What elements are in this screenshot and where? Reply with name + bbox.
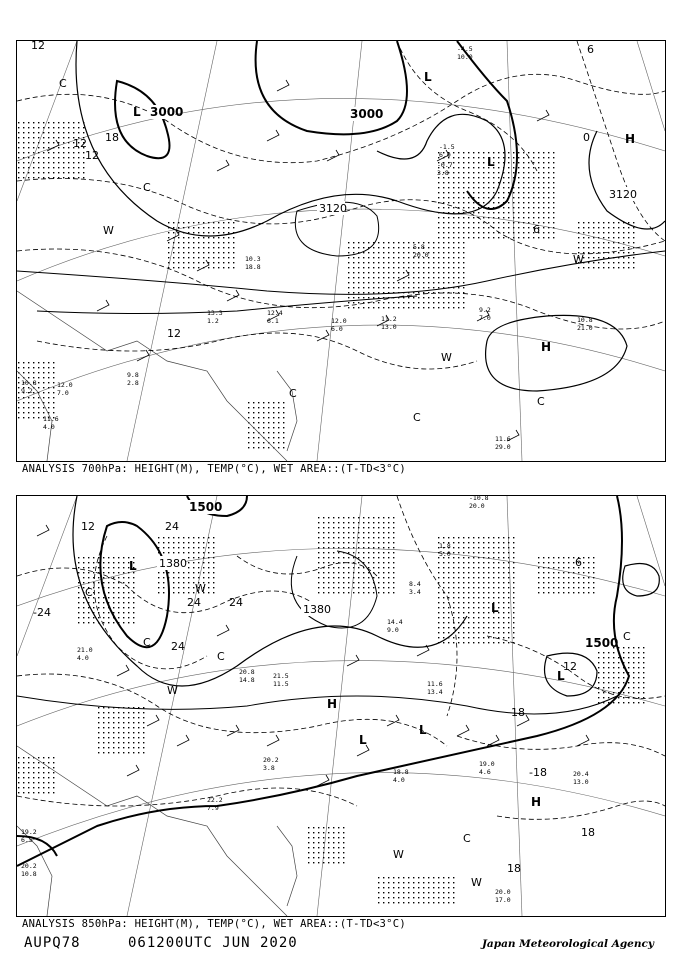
- svg-text:9.0: 9.0: [387, 626, 399, 634]
- svg-text:22.2: 22.2: [207, 796, 223, 804]
- svg-text:11.6: 11.6: [495, 435, 511, 443]
- temp-label: 6: [587, 43, 594, 56]
- high-marker: H: [531, 795, 542, 809]
- svg-text:1.8: 1.8: [439, 542, 451, 550]
- height-label: 3000: [350, 107, 384, 121]
- svg-text:6.5: 6.5: [21, 836, 33, 844]
- svg-text:11.6: 11.6: [427, 680, 443, 688]
- svg-text:4.0: 4.0: [77, 654, 89, 662]
- svg-text:11.6: 11.6: [43, 415, 59, 423]
- svg-text:11.5: 11.5: [273, 680, 289, 688]
- svg-text:2.8: 2.8: [127, 379, 139, 387]
- cold-marker: C: [623, 630, 631, 643]
- chart-850hpa: [16, 495, 666, 917]
- chart-caption: ANALYSIS 850hPa: HEIGHT(M), TEMP(°C), WET AREA::(T-TD<3°C): [22, 918, 407, 930]
- svg-text:6.0: 6.0: [439, 151, 451, 159]
- station-plot: [331, 317, 347, 333]
- station-plot: [267, 309, 283, 325]
- svg-text:12.0: 12.0: [57, 381, 73, 389]
- station-plot: [43, 415, 59, 431]
- map-700hpa: [17, 41, 665, 461]
- svg-text:20.0: 20.0: [469, 502, 485, 510]
- svg-text:20.2: 20.2: [263, 756, 279, 764]
- temp-label: 18: [581, 826, 595, 839]
- valid-time: 061200UTC JUN 2020: [128, 935, 298, 951]
- temp-label: 12: [85, 149, 99, 162]
- svg-text:12.4: 12.4: [267, 309, 283, 317]
- station-plot: [469, 496, 489, 510]
- svg-text:5.0: 5.0: [439, 550, 451, 558]
- warm-marker: W: [573, 253, 584, 266]
- svg-text:5.8: 5.8: [413, 243, 425, 251]
- svg-text:7.9: 7.9: [207, 804, 219, 812]
- low-marker: L: [557, 669, 565, 683]
- height-label: 1500: [189, 500, 223, 514]
- cold-marker: C: [289, 387, 297, 400]
- svg-text:20.0: 20.0: [495, 888, 511, 896]
- svg-text:10.0: 10.0: [457, 53, 473, 61]
- high-marker: H: [625, 132, 636, 146]
- station-plot: [207, 796, 223, 812]
- chart-700hpa: [16, 40, 666, 462]
- svg-text:-0.7: -0.7: [437, 161, 453, 169]
- svg-text:13.0: 13.0: [573, 778, 589, 786]
- wet-areas: [17, 516, 647, 906]
- low-marker: L: [487, 155, 495, 169]
- station-plot: [495, 888, 511, 904]
- temp-label: 24: [229, 596, 243, 609]
- station-plot: [479, 306, 491, 322]
- svg-text:18.8: 18.8: [245, 263, 261, 271]
- svg-text:13.0: 13.0: [381, 323, 397, 331]
- svg-text:9.2: 9.2: [21, 387, 33, 395]
- station-plot: [409, 580, 421, 596]
- cold-marker: C: [463, 832, 471, 845]
- warm-marker: W: [103, 224, 114, 237]
- svg-text:6.1: 6.1: [267, 317, 279, 325]
- temp-label: -24: [33, 606, 51, 619]
- low-marker: L: [359, 733, 367, 747]
- temp-label: 18: [511, 706, 525, 719]
- station-plot: [427, 680, 443, 696]
- product-code: AUPQ78: [24, 935, 81, 951]
- svg-text:29.0: 29.0: [495, 443, 511, 451]
- station-plot: [479, 760, 495, 776]
- temp-label: 18: [105, 131, 119, 144]
- chart-caption: ANALYSIS 700hPa: HEIGHT(M), TEMP(°C), WET AREA::(T-TD<3°C): [22, 463, 407, 475]
- svg-text:12.0: 12.0: [331, 317, 347, 325]
- warm-marker: W: [441, 351, 452, 364]
- cold-marker: C: [85, 586, 93, 599]
- height-label: 3120: [609, 188, 637, 201]
- height-label: 1380: [303, 603, 331, 616]
- svg-text:19.2: 19.2: [21, 828, 37, 836]
- svg-text:10.3: 10.3: [245, 255, 261, 263]
- svg-text:7.0: 7.0: [57, 389, 69, 397]
- svg-text:3.8: 3.8: [263, 764, 275, 772]
- svg-text:20.8: 20.8: [239, 668, 255, 676]
- svg-text:3.8: 3.8: [437, 169, 449, 177]
- svg-text:10.8: 10.8: [21, 870, 37, 878]
- system-markers: [85, 559, 631, 889]
- station-plot: [393, 768, 409, 784]
- temp-label: 12: [81, 520, 95, 533]
- svg-text:9.2: 9.2: [479, 306, 491, 314]
- svg-text:4.0: 4.0: [43, 423, 55, 431]
- svg-text:13.4: 13.4: [427, 688, 443, 696]
- svg-text:21.0: 21.0: [577, 324, 593, 332]
- station-plot: [21, 828, 37, 844]
- svg-text:7.0: 7.0: [479, 314, 491, 322]
- station-plot: [457, 45, 473, 61]
- svg-text:8.4: 8.4: [409, 580, 421, 588]
- svg-text:20.2: 20.2: [21, 862, 37, 870]
- svg-text:20.0: 20.0: [413, 251, 429, 259]
- svg-text:14.4: 14.4: [387, 618, 403, 626]
- station-plot: [127, 371, 139, 387]
- cold-marker: C: [537, 395, 545, 408]
- svg-text:9.8: 9.8: [127, 371, 139, 379]
- station-plot: [207, 309, 223, 325]
- svg-text:3.4: 3.4: [409, 588, 421, 596]
- svg-text:11.2: 11.2: [381, 315, 397, 323]
- station-plot: [387, 618, 403, 634]
- svg-text:19.0: 19.0: [479, 760, 495, 768]
- cold-marker: C: [217, 650, 225, 663]
- low-marker: L: [419, 723, 427, 737]
- low-marker: L: [424, 70, 432, 84]
- height-label: 1500: [585, 636, 619, 650]
- svg-text:13.3: 13.3: [207, 309, 223, 317]
- station-plot: [239, 668, 255, 684]
- svg-text:-10.8: -10.8: [469, 496, 489, 502]
- station-plot: [495, 435, 511, 451]
- height-label: 3000: [150, 105, 184, 119]
- temp-label: 12: [167, 327, 181, 340]
- svg-text:17.0: 17.0: [495, 896, 511, 904]
- svg-text:10.8: 10.8: [21, 379, 37, 387]
- temp-label: 12: [31, 41, 45, 52]
- height-label: 1380: [159, 557, 187, 570]
- station-plot: [381, 315, 397, 331]
- station-plot: [439, 542, 451, 558]
- svg-text:10.8: 10.8: [577, 316, 593, 324]
- warm-marker: W: [167, 684, 178, 697]
- station-plot: [263, 756, 279, 772]
- temp-label: 24: [187, 596, 201, 609]
- warm-marker: W: [393, 848, 404, 861]
- high-marker: H: [541, 340, 552, 354]
- station-plot: [573, 770, 589, 786]
- svg-text:18.8: 18.8: [393, 768, 409, 776]
- temp-label: 6: [575, 556, 582, 569]
- temp-label: -18: [529, 766, 547, 779]
- svg-text:21.0: 21.0: [77, 646, 93, 654]
- high-marker: H: [327, 697, 338, 711]
- coastlines: [17, 746, 297, 916]
- temp-label: 18: [507, 862, 521, 875]
- svg-text:4.6: 4.6: [479, 768, 491, 776]
- height-contours: [17, 41, 665, 391]
- svg-text:1.2: 1.2: [207, 317, 219, 325]
- svg-text:4.0: 4.0: [393, 776, 405, 784]
- temp-label: 0: [583, 131, 590, 144]
- cold-marker: C: [413, 411, 421, 424]
- station-plot: [77, 646, 93, 662]
- cold-marker: C: [143, 181, 151, 194]
- height-label: 3120: [319, 202, 347, 215]
- warm-marker: W: [471, 876, 482, 889]
- temp-label: 24: [171, 640, 185, 653]
- svg-text:21.5: 21.5: [273, 672, 289, 680]
- station-plot: [245, 255, 261, 271]
- warm-marker: W: [195, 582, 206, 595]
- station-plot: [57, 381, 73, 397]
- cold-marker: C: [59, 77, 67, 90]
- height-labels: [147, 105, 637, 215]
- temp-label: 24: [165, 520, 179, 533]
- cold-marker: C: [143, 636, 151, 649]
- svg-text:6.0: 6.0: [331, 325, 343, 333]
- low-marker: L: [491, 601, 499, 615]
- agency-name: Japan Meteorological Agency: [481, 938, 654, 950]
- low-marker: L: [133, 105, 141, 119]
- low-marker: L: [129, 559, 137, 573]
- temp-label: 12: [563, 660, 577, 673]
- temp-label: 12: [73, 137, 87, 150]
- map-850hpa: [17, 496, 665, 916]
- svg-text:20.4: 20.4: [573, 770, 589, 778]
- svg-text:-4.5: -4.5: [457, 45, 473, 53]
- station-plot: [577, 316, 593, 332]
- station-plot: [273, 672, 289, 688]
- station-plot: [21, 862, 37, 878]
- temp-label: 6: [533, 223, 540, 236]
- svg-text:14.8: 14.8: [239, 676, 255, 684]
- svg-text:-1.5: -1.5: [439, 143, 455, 151]
